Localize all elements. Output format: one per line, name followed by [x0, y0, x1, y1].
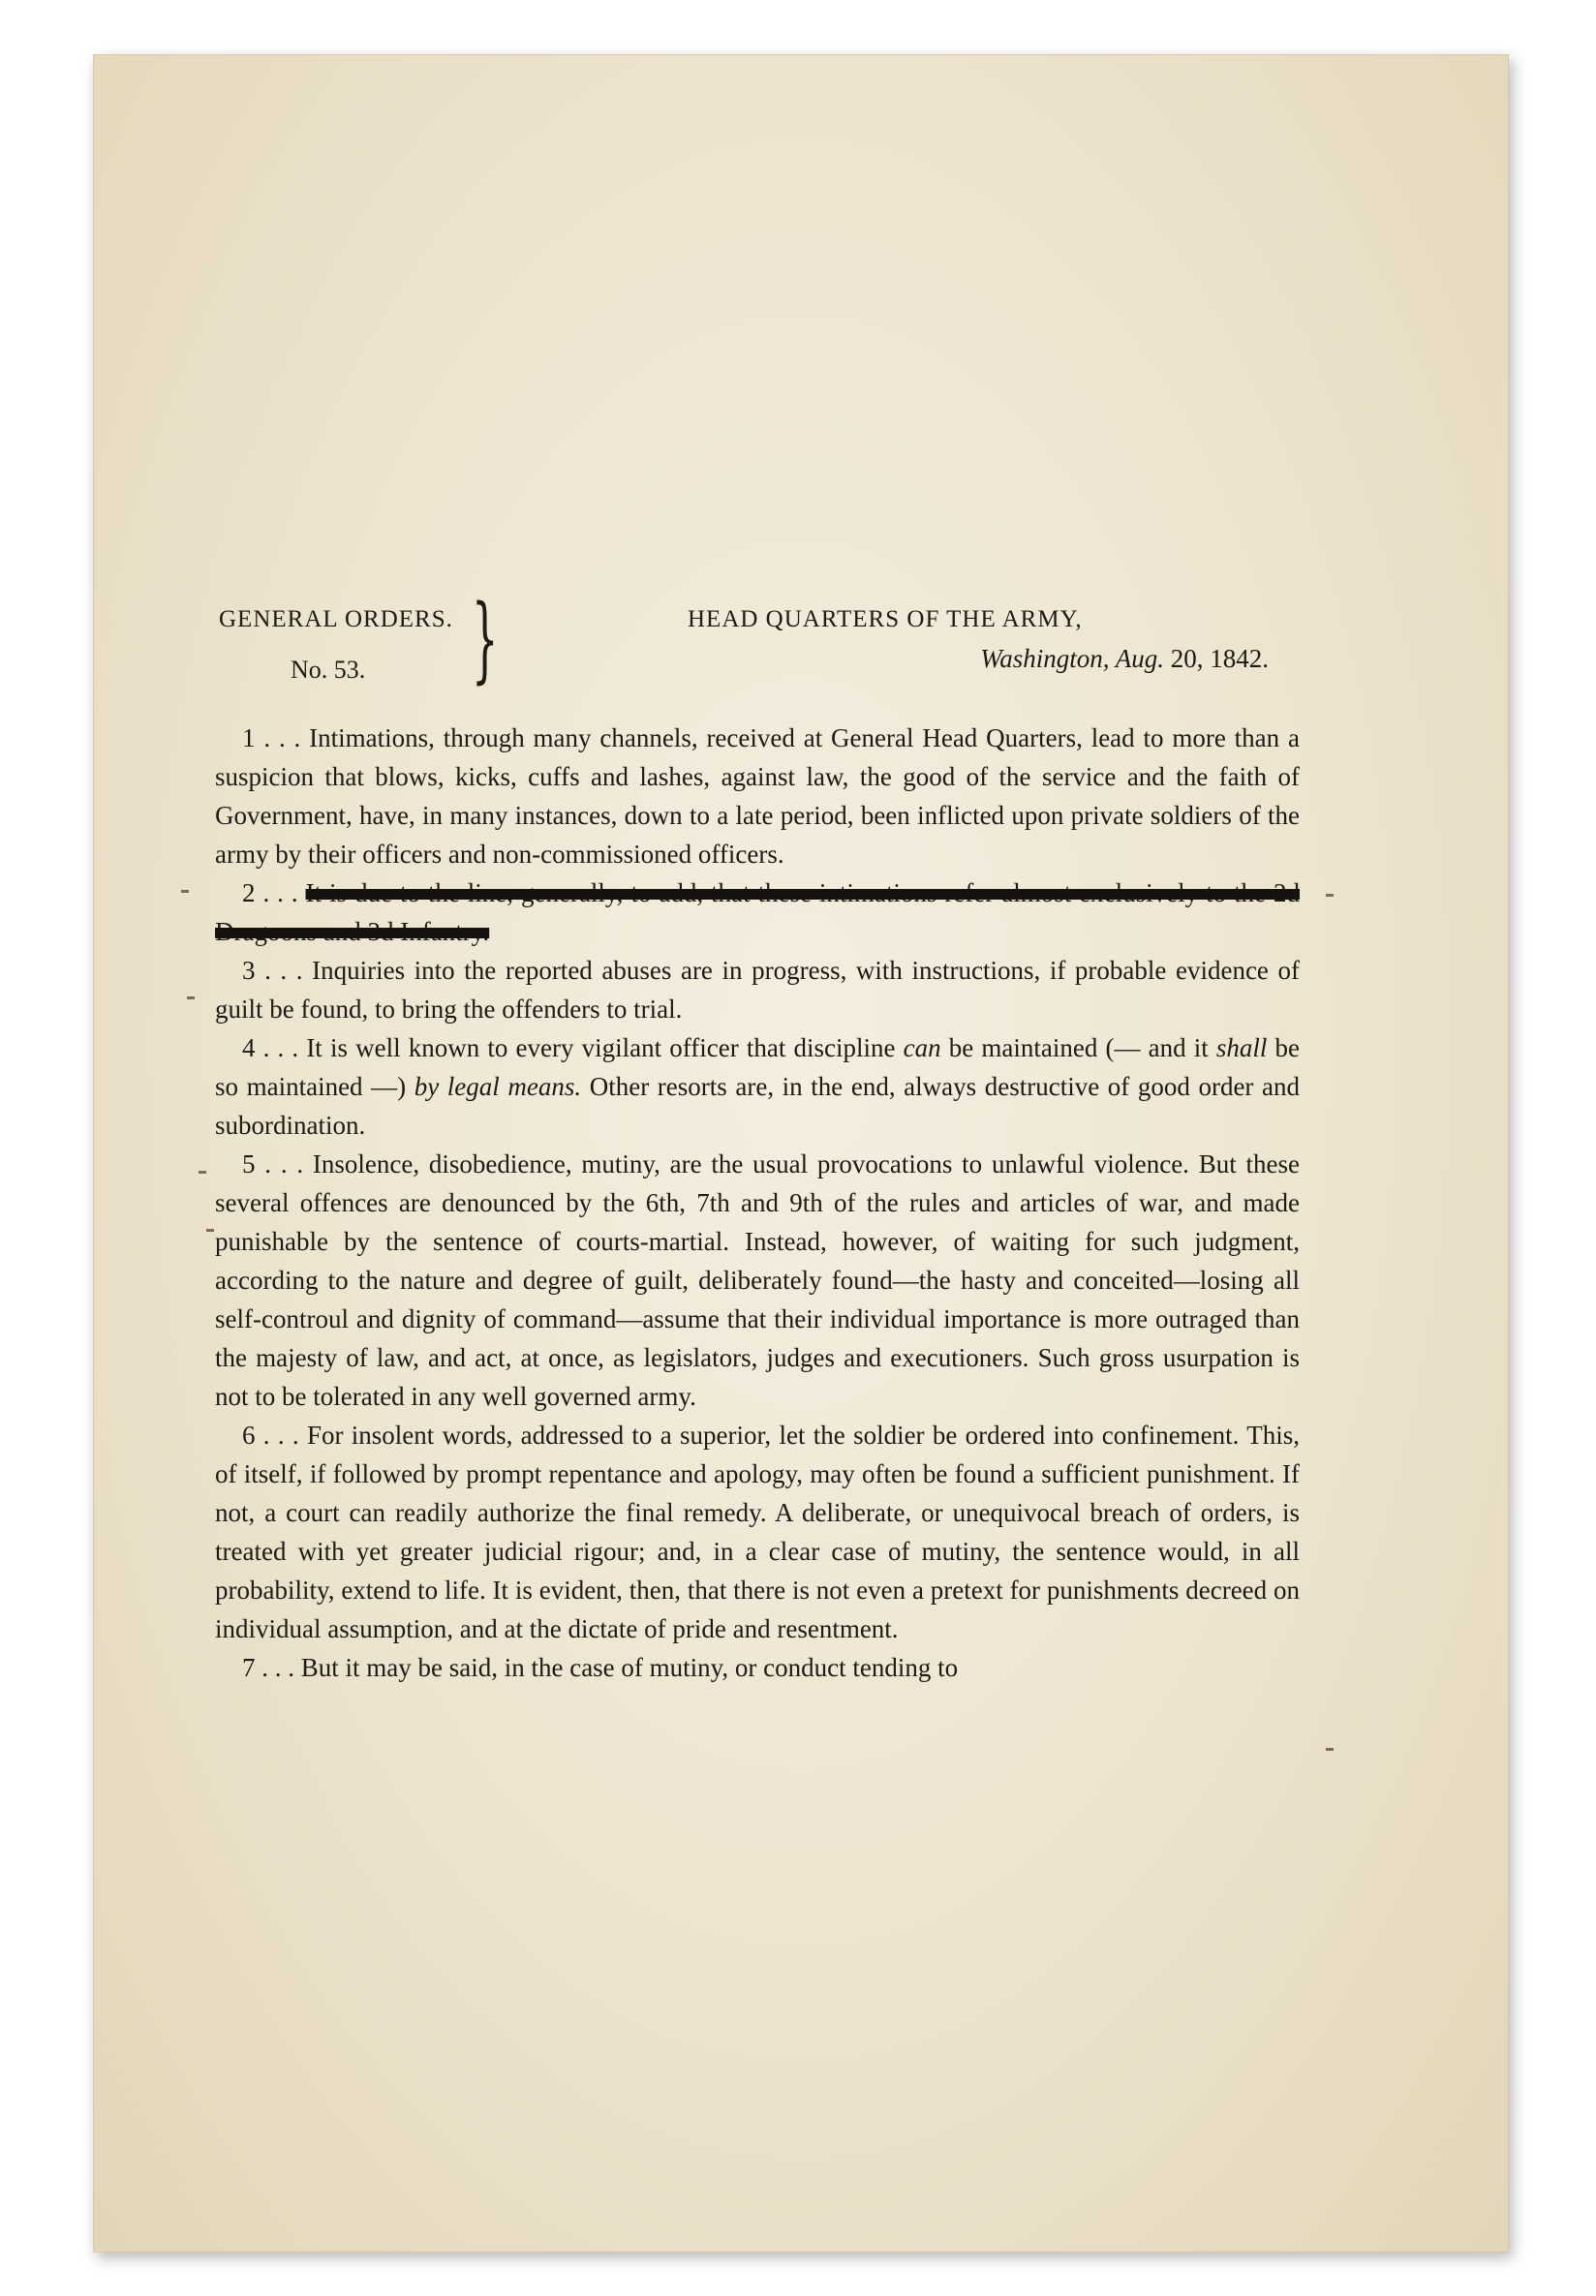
date-label: 20, 1842. — [1164, 644, 1269, 673]
margin-mark — [181, 890, 189, 893]
paragraph-4-part: be maintained (— and it — [940, 1033, 1216, 1062]
paragraph-3: 3 . . . Inquiries into the reported abuses are in progress, with instructions, if probable evidence of guilt be found, to bring the offenders to trial. — [215, 956, 1300, 1024]
paragraph-6: 6 . . . For insolent words, addressed to a superior, let the soldier be ordered into confinement. This, of itself, if followed by prompt repentance and apology, may often be found a sufficient punishment. If not, a court can readily authorize the final remedy. A deliberate, or unequivocal breach of orders, is treated with yet greater judicial rigour; and, in a clear case of mutiny, the sentence would, in all probability, extend to life. It is evident, then, that there is not even a pretext for punishments decreed on individual assumption, and at the dictate of pride and resentment. — [215, 1421, 1300, 1643]
paragraph-4-part: 4 . . . It is well known to every vigilant officer that discipline — [242, 1033, 904, 1062]
general-orders-label: GENERAL ORDERS. — [219, 606, 453, 632]
order-number: No. 53. — [291, 656, 366, 684]
bleed-through-reverse-text — [317, 307, 1285, 348]
paragraph-2 — [215, 873, 1300, 951]
paragraph-4 — [215, 1028, 1300, 1145]
head-quarters-heading — [629, 600, 1269, 678]
margin-mark — [199, 1171, 206, 1174]
margin-mark — [1326, 894, 1334, 897]
paragraph-7: 7 . . . But it may be said, in the case of mutiny, or conduct tending to — [242, 1653, 959, 1682]
italic-legal-means: by legal means. — [414, 1072, 582, 1101]
general-orders-heading — [219, 600, 626, 684]
margin-mark — [1326, 1748, 1334, 1751]
orders-body — [215, 719, 1300, 1687]
italic-can: can — [903, 1033, 941, 1062]
italic-shall: shall — [1215, 1033, 1268, 1062]
place-and-date — [629, 639, 1269, 678]
place-label: Washington, Aug. — [980, 644, 1164, 673]
struck-through-text: It is due to the line, generally, to add, that these intimations refer almost exclusively to the 2d Dragoons and 3d Infantry. — [215, 878, 1300, 946]
paragraph-5: 5 . . . Insolence, disobedience, mutiny, are the usual provocations to unlawful violence. But these several offences are denounced by the 6th, 7th and 9th of the rules and articles of war, and made punishable by the sentence of courts-martial. Instead, however, of waiting for such judgment, according to the nature and degree of guilt, deliberately found—the hasty and conceited—losing all self-controul and dignity of command—assume that their individual importance is more outraged than the majesty of law, and act, at once, as legislators, judges and executioners. Such gross usurpation is not to be tolerated in any well governed army. — [215, 1149, 1300, 1411]
brace-symbol: } — [472, 585, 499, 693]
head-quarters-label: HEAD QUARTERS OF THE ARMY, — [688, 606, 1083, 632]
paragraph-2-number: 2 . . . — [242, 878, 306, 907]
paragraph-4-part: Other resorts are, in the end, always destructive of good order and subordination. — [215, 1072, 1300, 1140]
margin-mark — [187, 996, 195, 999]
margin-mark — [206, 1229, 214, 1232]
paragraph-1: 1 . . . Intimations, through many channels, received at General Head Quarters, lead to more than a suspicion that blows, kicks, cuffs and lashes, against law, the good of the service and the faith of Government, have, in many instances, down to a late period, been inflicted upon private soldiers of the army by their officers and non-commissioned officers. — [215, 723, 1300, 869]
paragraph-4-part: be so maintained —) — [215, 1033, 1301, 1101]
